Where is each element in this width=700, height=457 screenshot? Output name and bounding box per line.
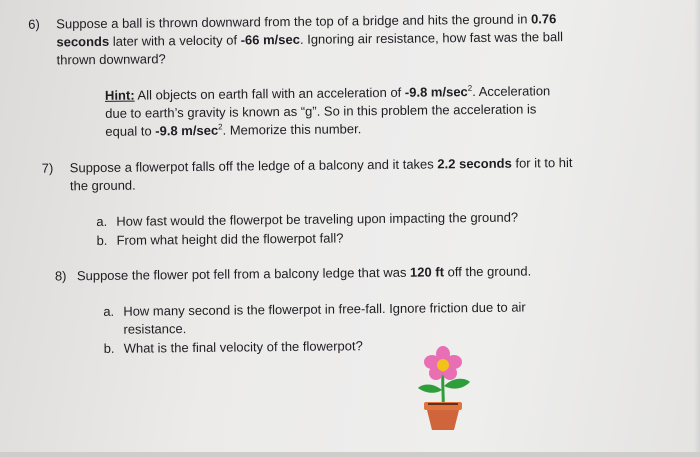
flowerpot-icon bbox=[408, 342, 478, 432]
flower-leaf-left bbox=[418, 385, 442, 393]
question-7-item-b: b. From what height did the flowerpot fall? bbox=[96, 230, 344, 249]
hint-box: Hint: All objects on earth fall with an acceleration of -9.8 $m/\sec^2$. Acceleration due to earth’s gravity is known as “g”. So in this problem the acceleration is equal to -9.8 $m/\sec^2$. Memorize this number. bbox=[104, 83, 551, 139]
question-text: Suppose a ball is thrown downward from the top of a bridge and hits the ground in 0.76 seconds later with a velocity of -66 m/sec. Ignoring air resistance, how fast was the ball thrown downward? bbox=[56, 11, 564, 68]
page-bottom-edge bbox=[0, 452, 700, 457]
question-number: 6) bbox=[28, 16, 40, 32]
hint-label: Hint: bbox=[104, 87, 135, 103]
flower-leaf-right bbox=[444, 379, 470, 389]
question-7 bbox=[41, 153, 662, 194]
question-number: 8) bbox=[54, 268, 67, 284]
page-edge-shadow bbox=[694, 0, 700, 457]
flower-center bbox=[437, 359, 449, 371]
pot-body bbox=[427, 410, 459, 430]
question-text: Suppose the flower pot fell from a balcony ledge that was 120 ft off the ground. bbox=[76, 263, 532, 284]
question-8 bbox=[54, 261, 655, 284]
question-8-item-b: b. What is the final velocity of the flowerpot? bbox=[103, 338, 363, 356]
question-8-item-a: a. How many second is the flowerpot in free-fall. Ignore friction due to air resistance. bbox=[103, 299, 526, 337]
question-6 bbox=[28, 9, 668, 68]
question-text: Suppose a flowerpot falls off the ledge of a balcony and it takes 2.2 seconds for it to hit the ground. bbox=[69, 155, 573, 194]
question-number: 7) bbox=[41, 160, 54, 176]
question-7-item-a: a. How fast would the flowerpot be traveling upon impacting the ground? bbox=[96, 209, 519, 230]
